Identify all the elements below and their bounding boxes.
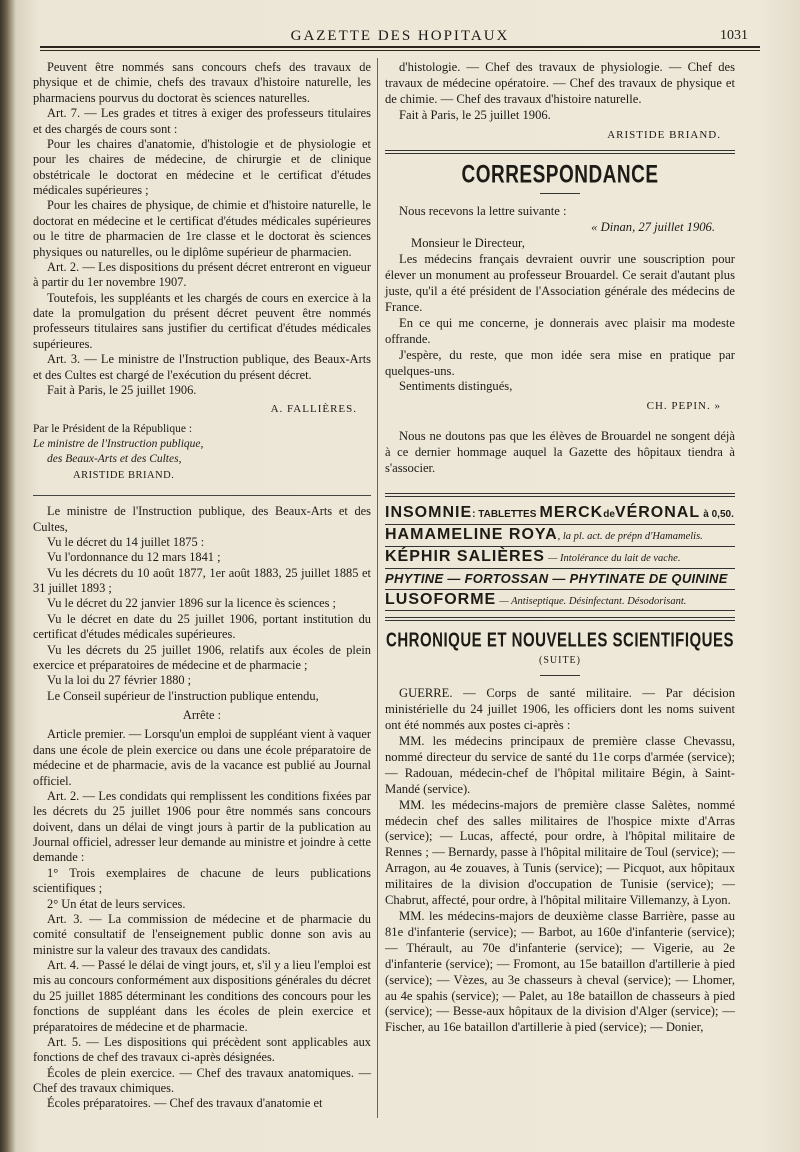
column-divider: [377, 58, 378, 1118]
letter-salutation: Monsieur le Directeur,: [411, 236, 525, 251]
section-title-chronique: CHRONIQUE ET NOUVELLES SCIENTIFIQUES: [385, 629, 735, 653]
paragraph: Peuvent être nommés sans concours chefs des travaux de physique et de chimie, chefs des travaux d'histoire naturelle, les pharmaciens pourvus du doctorat ès sciences naturelles.: [33, 60, 371, 105]
separator-rule: [33, 495, 371, 496]
section-title-correspondance: CORRESPONDANCE: [461, 161, 659, 189]
paragraph: Écoles de plein exercice. — Chef des travaux anatomiques. — Chef des travaux chimiques.: [33, 1065, 371, 1095]
header-rule: [40, 46, 760, 48]
signature: A. FALLIÈRES.: [270, 403, 357, 416]
ad-price: à 0,50.: [703, 508, 734, 520]
paragraph: Vu l'ordonnance du 12 mars 1841 ;: [47, 550, 221, 565]
ad-brand: MERCK: [539, 503, 604, 521]
paragraph: Le Conseil supérieur de l'instruction publique entendu,: [47, 688, 319, 703]
paragraph: En ce qui me concerne, je donnerais avec plaisir ma modeste offrande.: [385, 315, 735, 346]
separator-rule: [385, 617, 735, 621]
ad-brand: LUSOFORME: [385, 590, 497, 608]
arrete-heading: Arrête :: [182, 708, 222, 722]
page-number: 1031: [720, 28, 748, 43]
paragraph: J'espère, du reste, que mon idée sera mise en pratique par quelques-uns.: [385, 347, 735, 378]
letter-date: « Dinan, 27 juillet 1906.: [591, 220, 715, 235]
byline: Le ministre de l'Instruction publique,: [33, 438, 204, 450]
paragraph: d'histologie. — Chef des travaux de physiologie. — Chef des travaux de médecine opératoire. — Chef des travaux de physique et de chimie. — Chef des travaux d'histoire naturelle.: [385, 60, 735, 106]
byline-signature: ARISTIDE BRIAND.: [73, 469, 175, 481]
advertisement-phytine: [385, 569, 735, 590]
paragraph: Art. 3. — La commission de médecine et de pharmacie du comité consultatif de l'enseignement public donne son avis au ministre sur la valeur des travaux des candidats.: [33, 911, 371, 957]
paragraph: Vu le décret en date du 25 juillet 1906, portant institution du certificat d'études médicales supérieures.: [33, 611, 371, 642]
paragraph: Vu la loi du 27 février 1880 ;: [47, 673, 192, 688]
signature: CH. PEPIN. »: [646, 400, 721, 413]
separator-rule: [385, 150, 735, 154]
spacer: [385, 477, 735, 487]
paragraph: Vu les décrets du 10 août 1877, 1er août 1883, 25 juillet 1885 et 31 juillet 1893 ;: [33, 565, 371, 595]
ad-brand: VÉRONAL: [614, 503, 701, 521]
short-rule: [540, 193, 580, 194]
paragraph: Pour les chaires d'anatomie, d'histologie et de physiologie et pour les chaires de médecine, de chirurgie et de clinique obstétricale le doctorat en médecine et le certificat d'études médicales supérieures ;: [33, 136, 371, 197]
paragraph: Article premier. — Lorsqu'un emploi de suppléant vient à vaquer dans une école de plein exercice ou dans une école préparatoire de médecine et de pharmacie, avis de la vacance est publié au Journal officiel.: [33, 727, 371, 788]
paragraph: 2° Un état de leurs services.: [47, 896, 186, 911]
paragraph: Vu le décret du 14 juillet 1875 :: [47, 534, 205, 549]
paragraph: Pour les chaires de physique, de chimie et d'histoire naturelle, le doctorat en médecine et le certificat d'études médicales supérieures ou le titre de pharmacien de 1re classe et le doctorat ès sciences physiques ou naturelles, ou le diplôme supérieur de pharmacien.: [33, 198, 371, 259]
paragraph: 1° Trois exemplaires de chacune de leurs publications scientifiques ;: [33, 865, 371, 896]
spacer: [385, 419, 735, 429]
right-column: [385, 60, 735, 1036]
paragraph: Vu les décrets du 25 juillet 1906, relatifs aux écoles de plein exercice et préparatoires de médecine et de pharmacie ;: [33, 642, 371, 672]
paragraph: Sentiments distingués,: [399, 379, 513, 394]
ad-text: PHYTINE — FORTOSSAN — PHYTINATE DE QUININE: [385, 570, 728, 586]
paragraph: Art. 2. — Les condidats qui remplissent les conditions fixées par les décrets du 25 juillet 1906 pour être nommés sans concours doivent, dans un délai de vingt jours à partir de la publication au Journal officiel, adresser leur demande au ministre et joindre à cette demande :: [33, 788, 371, 865]
paragraph: Les médecins français devraient ouvrir une souscription pour élever un monument au professeur Brouardel. Ce serait d'autant plus juste, qu'il a été président de l'Association générale des médecins de France.: [385, 252, 735, 314]
separator-rule: [385, 493, 735, 497]
ad-text: — Antiseptique. Désinfectant. Désodorisant.: [499, 595, 687, 607]
paragraph: Fait à Paris, le 25 juillet 1906.: [399, 107, 551, 122]
paragraph: MM. les médecins principaux de première classe Chevassu, nommé directeur du service de santé du 11e corps d'armée (service); — Radouan, médecin-chef de l'hôpital militaire Bégin, à Saint-Mandé (service).: [385, 734, 735, 796]
left-column: [33, 60, 371, 1112]
paragraph: Vu le décret du 22 janvier 1896 sur la licence ès sciences ;: [47, 596, 336, 611]
advertisement-hamameline: [385, 525, 735, 547]
byline: des Beaux-Arts et des Cultes,: [47, 453, 182, 466]
paragraph: Art. 5. — Les dispositions qui précèdent sont applicables aux fonctions de chef des travaux ci-après désignées.: [33, 1034, 371, 1065]
paragraph: Fait à Paris, le 25 juillet 1906.: [47, 382, 197, 397]
paragraph: Nous ne doutons pas que les élèves de Brouardel ne songent déjà à ce dernier hommage auquel la Gazette des hôpitaux tiendra à s'associer.: [385, 429, 735, 476]
paragraph: Art. 3. — Le ministre de l'Instruction publique, des Beaux-Arts et des Cultes est chargé de l'exécution du présent décret.: [33, 352, 371, 382]
advertisement-lusoforme: [385, 590, 735, 612]
ad-text: — Intolérance du lait de vache.: [548, 552, 681, 564]
paragraph: GUERRE. — Corps de santé militaire. — Par décision ministérielle du 24 juillet 1906, les officiers dont les noms suivent ont été nommés aux postes ci-après :: [385, 686, 735, 733]
paragraph: Écoles préparatoires. — Chef des travaux d'anatomie et: [47, 1096, 323, 1111]
ad-brand: INSOMNIE: [385, 503, 473, 521]
signature: ARISTIDE BRIAND.: [607, 128, 721, 141]
advertisement-kephir: [385, 547, 735, 569]
ad-text: , la pl. act. de prépn d'Hamamelis.: [557, 530, 703, 542]
ad-text: : TABLETTES: [472, 508, 537, 520]
paragraph: Art. 2. — Les dispositions du présent décret entreront en vigueur à partir du 1er novembre 1907.: [33, 259, 371, 290]
ad-brand: KÉPHIR SALIÈRES: [385, 547, 545, 565]
journal-title: GAZETTE DES HOPITAUX: [290, 28, 510, 44]
paragraph: Art. 4. — Passé le délai de vingt jours, et, s'il y a lieu l'emploi est mis au concours conformément aux dispositions générales du décret du 25 juillet 1885 déterminant les conditions des concours pour les fonctions de suppléant dans les écoles de plein exercice et préparatoires de médecine et de pharmacie.: [33, 958, 371, 1034]
byline: Par le Président de la République :: [33, 422, 193, 435]
paragraph: MM. les médecins-majors de deuxième classe Barrière, passe au 81e d'infanterie (service); — Barbot, au 160e d'infanterie (service); — Thérault, au 70e d'infanterie (service); — Vigerie, au 2e d'infanterie (service); — Fromont, au 15e bataillon d'artillerie à pied (service); — Vèzes, au 3e chasseurs à cheval (service); — Lhomer, au 4e spahis (service); — Palet, au 18e bataillon de chasseurs à pied (service); — Besse-aux hôpitaux de la division d'Alger (service); — Fischer, au 16e bataillon d'artillerie à pied (service); — Donier,: [385, 908, 735, 1035]
paragraph: Art. 7. — Les grades et titres à exiger des professeurs titulaires et des chargés de cours sont :: [33, 106, 371, 136]
header-rule-thin: [40, 50, 760, 51]
paragraph: Toutefois, les suppléants et les chargés de cours en exercice à la date la promulgation du présent décret peuvent être nommés professeurs titulaires sans justifier du certificat d'études médicales supérieures.: [33, 290, 371, 351]
ad-text: de: [603, 508, 615, 520]
advertisement-insomnie: [385, 503, 735, 525]
paragraph: MM. les médecins-majors de première classe Salètes, nommé médecin chef des salles militaires de l'hospice mixte d'Arras (service); — Lucas, affecté, pour ordre, à l'hôpital militaire de Rennes ; — Bernardy, passe à l'hôpital militaire de Toul (service); — Arragon, au 4e zouaves, à Tunis (service); — Picquot, aux hôpitaux militaires de la division d'occupation de Tunisie (service); — Chabrut, affecté, pour ordre, à l'hôpital militaire Villemanzy, à Lyon.: [385, 797, 735, 908]
paragraph: Le ministre de l'Instruction publique, des Beaux-Arts et des Cultes,: [33, 504, 371, 534]
ad-brand: HAMAMELINE ROYA: [385, 525, 558, 543]
section-subtitle: (SUITE): [539, 655, 581, 667]
paragraph: Nous recevons la lettre suivante :: [399, 204, 567, 219]
short-rule: [540, 675, 580, 676]
